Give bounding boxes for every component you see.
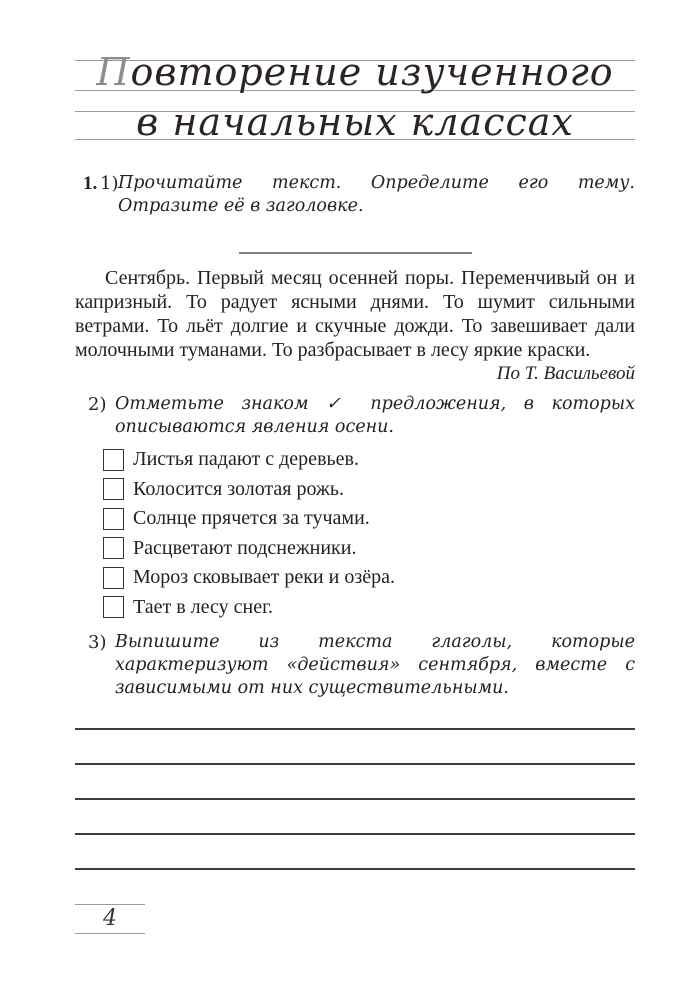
checkbox[interactable] [103, 567, 124, 589]
exercise-number: 1. [83, 173, 98, 194]
part2-marker: 2) [88, 394, 107, 415]
part1-marker: 1) [100, 173, 119, 194]
checklist-row [103, 534, 635, 564]
checklist-row [103, 445, 635, 475]
writing-line[interactable] [75, 800, 635, 835]
checkbox[interactable] [103, 537, 124, 559]
checklist-item-label: Колосится золотая рожь. [133, 477, 344, 500]
checklist-item-label: Расцветают подснежники. [133, 536, 357, 559]
checklist-item-label: Листья падают с деревьев. [133, 448, 359, 471]
page-number: 4 [75, 905, 145, 934]
part2-instruction-text: Отметьте знаком ✓ предложения, в которых описываются явления осени. [115, 394, 635, 437]
part1-instruction [100, 172, 635, 218]
writing-line[interactable] [75, 765, 635, 800]
writing-line[interactable] [75, 700, 635, 730]
exercise-content [75, 172, 635, 870]
checklist-item-label: Мороз сковывает реки и озёра. [133, 566, 395, 589]
checklist-row [103, 593, 635, 623]
checklist-row [103, 563, 635, 593]
reading-text: Сентябрь. Первый месяц осенней поры. Переменчивый он и капризный. То радует ясными днями. То шумит сильными ветрами. То льёт долгие и скучные дожди. То завешивает дали молочными туманами. То разбрасывает в лесу яркие краски. [75, 267, 635, 361]
writing-line[interactable] [75, 730, 635, 765]
checklist-row [103, 504, 635, 534]
checklist-item-label: Тает в лесу снег. [133, 595, 274, 618]
part3-instruction-text: Выпишите из текста глаголы, которые характеризуют «действия» сентября, вместе с зависимыми от них существительными. [115, 632, 635, 698]
part2-instruction [88, 393, 635, 439]
part1-instruction-text: Прочитайте текст. Определите его тему. Отразите её в заголовке. [118, 173, 635, 216]
writing-line[interactable] [75, 835, 635, 870]
checkbox[interactable] [103, 596, 124, 618]
page-footer [75, 904, 145, 934]
attribution: По Т. Васильевой [496, 363, 635, 384]
checklist-item-label: Солнце прячется за тучами. [133, 507, 370, 530]
checkbox[interactable] [103, 508, 124, 530]
sentence-checklist [103, 445, 635, 622]
chapter-title-block [75, 0, 635, 160]
checklist-row [103, 475, 635, 505]
chapter-title-line-2: в начальных классах [136, 100, 574, 144]
checkbox[interactable] [103, 449, 124, 471]
checkbox[interactable] [103, 478, 124, 500]
writing-lines-area [75, 700, 635, 870]
part3-marker: 3) [88, 632, 107, 653]
exercise-1-header [83, 172, 635, 218]
title-answer-line[interactable] [239, 252, 472, 254]
part3-instruction [88, 631, 635, 700]
chapter-title-line-1: Повторение изученного [96, 50, 614, 94]
